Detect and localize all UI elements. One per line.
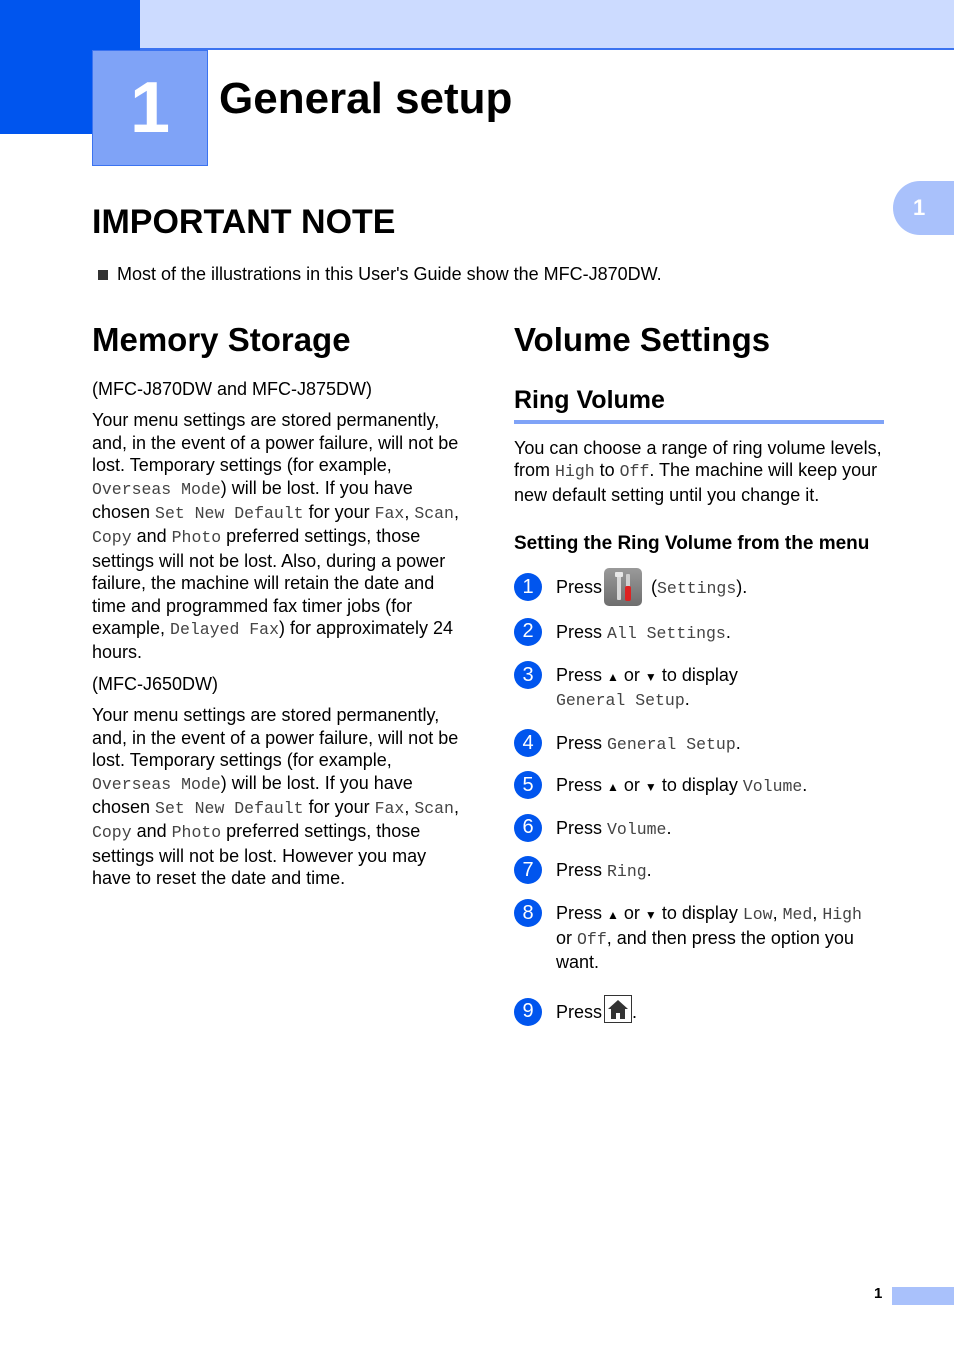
step-number: 8 bbox=[514, 899, 542, 927]
code-text: Copy bbox=[92, 528, 132, 548]
step-text: Press bbox=[556, 665, 608, 686]
code-text: Photo bbox=[171, 528, 222, 548]
page-number: 1 bbox=[874, 1285, 883, 1302]
text: and bbox=[131, 526, 172, 547]
step-text: or bbox=[618, 665, 645, 686]
menu-procedure-heading: Setting the Ring Volume from the menu bbox=[514, 533, 870, 555]
text: preferred settings, those settings will not be lost. Also, during a power failure, the machine will retain the date and time and programmed fax timer jobs (for example, bbox=[92, 526, 446, 639]
step-number: 9 bbox=[514, 998, 542, 1026]
ring-volume-intro bbox=[514, 437, 884, 506]
step-text: . bbox=[632, 1001, 638, 1022]
volume-settings-heading: Volume Settings bbox=[514, 321, 771, 358]
side-tab-number: 1 bbox=[913, 195, 926, 220]
memory-storage-heading: Memory Storage bbox=[92, 321, 351, 358]
code-text: Delayed Fax bbox=[170, 620, 279, 640]
step-text: , bbox=[812, 903, 823, 924]
step-text: , and then press the option you want. bbox=[556, 927, 854, 973]
chapter-number-box bbox=[92, 50, 208, 166]
text: for your bbox=[303, 502, 375, 523]
step-number: 4 bbox=[514, 729, 542, 757]
step-text: Press bbox=[556, 621, 608, 642]
model-note-1: (MFC-J870DW and MFC-J875DW) bbox=[92, 379, 373, 399]
code-text: Volume bbox=[742, 777, 803, 797]
step-text: . bbox=[646, 860, 652, 881]
home-icon bbox=[604, 995, 632, 1028]
text: , bbox=[453, 796, 459, 817]
code-text: General Setup bbox=[607, 734, 736, 754]
step-text: . bbox=[684, 689, 690, 710]
step-number: 5 bbox=[514, 771, 542, 799]
step-text: . bbox=[802, 775, 808, 796]
settings-icon bbox=[604, 568, 642, 606]
step-text: . bbox=[725, 621, 731, 642]
step-5 bbox=[514, 774, 884, 798]
step-1 bbox=[514, 576, 884, 600]
code-text: Med bbox=[782, 905, 813, 925]
text: You can choose a range of ring volume levels, from bbox=[514, 438, 882, 481]
footer-tab bbox=[892, 1287, 954, 1305]
step-text: or bbox=[556, 927, 578, 948]
up-arrow-icon: ▲ bbox=[607, 780, 619, 795]
code-text: Scan bbox=[414, 798, 454, 818]
text: . The machine will keep your new default setting until you change it. bbox=[514, 460, 878, 505]
important-note-item bbox=[98, 264, 662, 285]
step-6 bbox=[514, 817, 884, 841]
code-text: Fax bbox=[374, 504, 405, 524]
code-text: Photo bbox=[171, 823, 222, 843]
important-note-text: Most of the illustrations in this User's Guide show the MFC-J870DW. bbox=[117, 264, 662, 284]
step-text: . bbox=[666, 817, 672, 838]
code-text: Off bbox=[577, 929, 607, 949]
up-arrow-icon: ▲ bbox=[607, 908, 619, 923]
step-number: 6 bbox=[514, 814, 542, 842]
step-number: 1 bbox=[514, 573, 542, 601]
step-text: Press bbox=[556, 817, 608, 838]
code-text: Off bbox=[619, 462, 650, 482]
step-text: . bbox=[735, 732, 741, 753]
step-text: ( bbox=[646, 577, 658, 598]
down-arrow-icon: ▼ bbox=[644, 780, 657, 795]
ring-volume-heading: Ring Volume bbox=[514, 386, 884, 424]
step-text: or bbox=[618, 903, 645, 924]
code-text: Scan bbox=[414, 504, 454, 524]
down-arrow-icon: ▼ bbox=[644, 670, 657, 685]
step-text: to display bbox=[656, 903, 743, 924]
chapter-number: 1 bbox=[129, 68, 171, 148]
step-text: Press bbox=[556, 903, 608, 924]
step-7 bbox=[514, 859, 884, 883]
text: , bbox=[404, 502, 415, 523]
code-text: Low bbox=[742, 905, 773, 925]
memory-paragraph-2 bbox=[92, 704, 462, 889]
text: , bbox=[404, 796, 415, 817]
code-text: Set New Default bbox=[155, 798, 304, 818]
step-text: ). bbox=[736, 577, 748, 598]
code-text: Volume bbox=[607, 819, 667, 839]
step-text: , bbox=[772, 903, 783, 924]
step-4 bbox=[514, 732, 884, 756]
code-text: High bbox=[555, 462, 595, 482]
text: ) for approximately 24 hours. bbox=[92, 618, 454, 663]
text: to bbox=[594, 460, 620, 481]
step-number: 3 bbox=[514, 661, 542, 689]
code-text: Overseas Mode bbox=[92, 479, 221, 499]
text: ) will be lost. If you have chosen bbox=[92, 477, 413, 523]
step-text: Press bbox=[556, 1001, 603, 1022]
step-text: Press bbox=[556, 860, 608, 881]
step-text: Press bbox=[556, 732, 608, 753]
code-text: High bbox=[822, 905, 862, 925]
code-text: All Settings bbox=[607, 623, 726, 643]
step-number: 7 bbox=[514, 856, 542, 884]
step-text: to display bbox=[656, 665, 738, 686]
memory-paragraph-1 bbox=[92, 409, 462, 663]
text: Your menu settings are stored permanently, and, in the event of a power failure, will not be lost. Temporary settings (for example, bbox=[92, 410, 459, 476]
down-arrow-icon: ▼ bbox=[644, 908, 657, 923]
code-text: General Setup bbox=[556, 691, 685, 711]
chapter-side-tab bbox=[893, 181, 954, 235]
step-text: Press bbox=[556, 775, 608, 796]
header-band bbox=[140, 0, 954, 50]
bullet-square-icon bbox=[98, 270, 108, 280]
code-text: Settings bbox=[657, 579, 737, 599]
step-2 bbox=[514, 621, 884, 645]
step-3 bbox=[514, 664, 884, 713]
memory-storage-section bbox=[92, 320, 462, 899]
text: for your bbox=[303, 796, 375, 817]
text: preferred settings, those settings will not be lost. However you may have to reset the date and time. bbox=[92, 821, 427, 889]
step-text: or bbox=[618, 775, 645, 796]
code-text: Set New Default bbox=[155, 504, 304, 524]
step-number: 2 bbox=[514, 618, 542, 646]
step-text: Press bbox=[556, 577, 603, 598]
step-9 bbox=[514, 1001, 884, 1025]
step-text: to display bbox=[656, 775, 743, 796]
volume-settings-section bbox=[514, 320, 884, 1025]
step-8 bbox=[514, 902, 884, 973]
code-text: Overseas Mode bbox=[92, 774, 221, 794]
text: and bbox=[131, 821, 172, 842]
code-text: Ring bbox=[607, 862, 647, 882]
important-note-heading: IMPORTANT NOTE bbox=[92, 203, 396, 241]
model-note-2: (MFC-J650DW) bbox=[92, 673, 218, 694]
code-text: Copy bbox=[92, 823, 132, 843]
code-text: Fax bbox=[374, 798, 405, 818]
chapter-title: General setup bbox=[219, 74, 513, 123]
up-arrow-icon: ▲ bbox=[607, 670, 619, 685]
text: , bbox=[453, 502, 459, 523]
text: Your menu settings are stored permanently, and, in the event of a power failure, will not be lost. Temporary settings (for example, bbox=[92, 705, 459, 771]
text: ) will be lost. If you have chosen bbox=[92, 772, 413, 817]
